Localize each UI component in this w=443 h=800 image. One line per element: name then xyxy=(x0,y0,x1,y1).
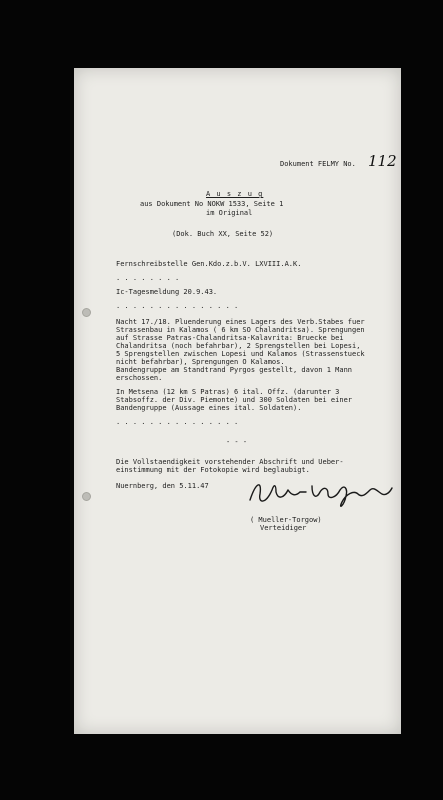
report-line: Ic-Tagesmeldung 20.9.43. xyxy=(116,288,218,296)
paragraph-line: auf Strasse Patras-Chalandritsa-Kalavrita: Bruecke bei xyxy=(116,334,344,342)
paragraph-line: Bandengruppe (Aussage eines ital. Soldaten). xyxy=(116,404,302,412)
dots-separator-1: . . . . . . . . xyxy=(116,274,180,282)
paragraph-line: In Metsena (12 km S Patras) 6 ital. Offz. (darunter 3 xyxy=(116,388,340,396)
paragraph-line: erschossen. xyxy=(116,374,163,382)
paragraph-line: Strassenbau in Kalamos ( 6 km SO Chalandritsa). Sprengungen xyxy=(116,326,365,334)
document-number: 112 xyxy=(368,152,397,170)
paragraph-line: Stabsoffz. der Div. Piemonte) und 300 Soldaten bei einer xyxy=(116,396,353,404)
dash-separator: - - - xyxy=(226,438,248,446)
paragraph-line: Nacht 17./18. Pluenderung eines Lagers des Verb.Stabes fuer xyxy=(116,318,365,326)
original-line: im Original xyxy=(206,209,253,217)
certification-line: einstimmung mit der Fotokopie wird beglaubigt. xyxy=(116,466,310,474)
paragraph-line: Chalandritsa (noch befahrbar), 2 Sprengstellen bei Lopesi, xyxy=(116,342,361,350)
document-page xyxy=(74,68,401,734)
sender-line: Fernschreibstelle Gen.Kdo.z.b.V. LXVIII.A.K. xyxy=(116,260,302,268)
paragraph-line: Bandengruppe am Standtrand Pyrgos gestellt, davon 1 Mann xyxy=(116,366,353,374)
signatory-name: ( Mueller-Torgow) xyxy=(250,516,322,524)
paragraph-line: nicht befahrbar), Sprengungen O Kalamos. xyxy=(116,358,285,366)
source-line: aus Dokument No NOKW 1533, Seite 1 xyxy=(140,200,284,208)
place-date: Nuernberg, den 5.11.47 xyxy=(116,482,209,490)
signatory-role: Verteidiger xyxy=(260,524,307,532)
paragraph-line: 5 Sprengstellen zwischen Lopesi und Kalamos (Strassenstueck xyxy=(116,350,365,358)
dots-separator-3: . . . . . . . . . . . . . . . xyxy=(116,418,239,426)
handwritten-signature xyxy=(246,474,396,512)
dots-separator-2: . . . . . . . . . . . . . . . xyxy=(116,302,239,310)
book-reference: (Dok. Buch XX, Seite 52) xyxy=(172,230,274,238)
punch-hole-bottom xyxy=(82,492,91,501)
punch-hole-top xyxy=(82,308,91,317)
document-label: Dokument FELMY No. xyxy=(280,160,356,168)
certification-line: Die Vollstaendigkeit vorstehender Abschrift und Ueber- xyxy=(116,458,344,466)
excerpt-heading: A u s z u g xyxy=(206,190,264,198)
